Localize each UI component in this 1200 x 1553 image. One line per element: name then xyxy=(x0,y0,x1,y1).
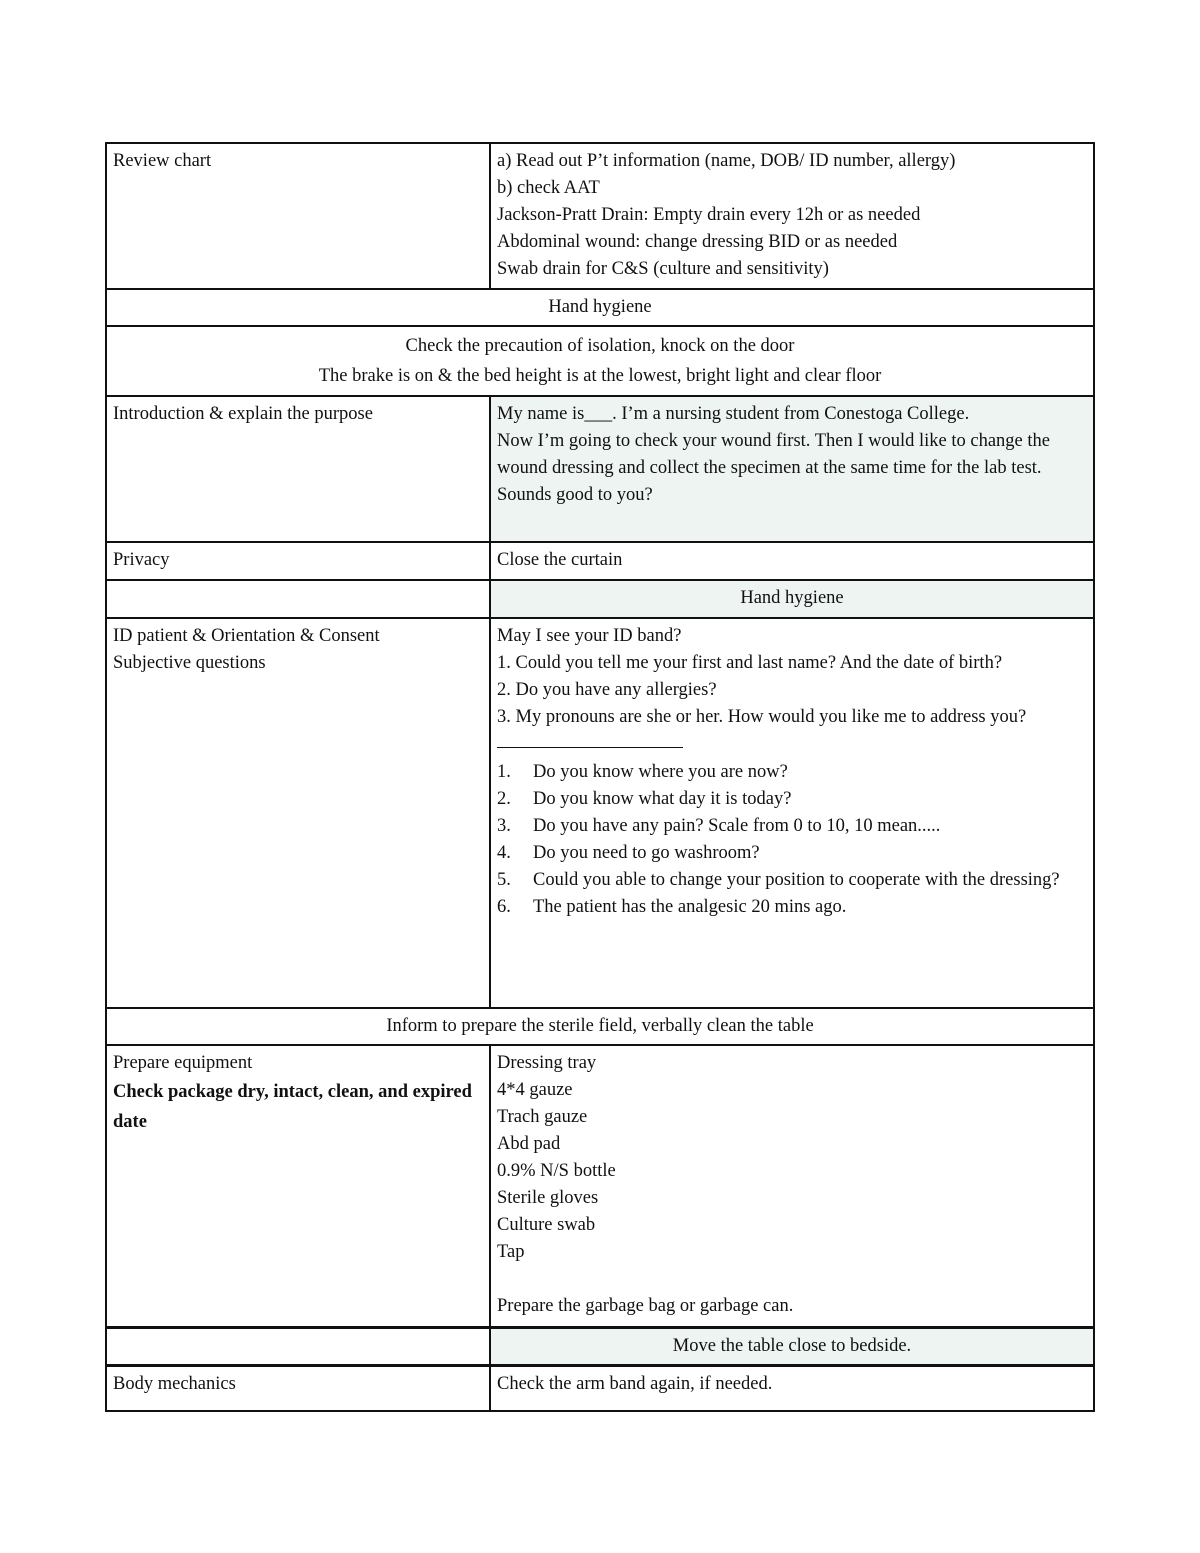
introduction-line-3: Sounds good to you? xyxy=(497,485,653,505)
blank-line xyxy=(497,1266,1087,1293)
row-introduction xyxy=(106,396,1094,542)
equipment-item: Abd pad xyxy=(497,1134,561,1154)
list-number: 1. xyxy=(497,762,511,782)
procedure-table xyxy=(105,142,1095,1412)
body-mechanics-text: Check the arm band again, if needed. xyxy=(490,1365,1094,1411)
id-patient-questions xyxy=(490,618,1094,1008)
garbage-note: Prepare the garbage bag or garbage can. xyxy=(497,1296,794,1316)
precaution-line-2: The brake is on & the bed height is at the lowest, bright light and clear floor xyxy=(318,366,882,386)
equipment-item: Dressing tray xyxy=(497,1053,597,1073)
list-text: Do you know what day it is today? xyxy=(533,789,792,809)
review-line-4: Abdominal wound: change dressing BID or as needed xyxy=(497,232,898,252)
introduction-line-1: My name is___. I’m a nursing student from Conestoga College. xyxy=(497,404,970,424)
list-text: The patient has the analgesic 20 mins ago. xyxy=(533,897,847,917)
review-line-3: Jackson-Pratt Drain: Empty drain every 12h or as needed xyxy=(497,205,921,225)
equipment-item: 4*4 gauze xyxy=(497,1080,573,1100)
review-line-2: b) check AAT xyxy=(497,178,600,198)
empty-cell xyxy=(106,580,490,618)
row-hand-hygiene-2 xyxy=(106,580,1094,618)
precaution-line-1: Check the precaution of isolation, knock on the door xyxy=(405,336,795,356)
privacy-label: Privacy xyxy=(106,542,490,580)
list-item xyxy=(497,840,1087,867)
precaution-cell xyxy=(106,326,1094,396)
list-number: 4. xyxy=(497,843,511,863)
move-table-instruction: Move the table close to bedside. xyxy=(490,1327,1094,1365)
list-item xyxy=(497,813,1087,840)
introduction-label: Introduction & explain the purpose xyxy=(106,396,490,542)
equipment-item: 0.9% N/S bottle xyxy=(497,1161,616,1181)
list-item xyxy=(497,894,1087,921)
id-patient-label-2: Subjective questions xyxy=(113,653,266,673)
list-item xyxy=(497,867,1087,894)
package-check-note: Check package dry, intact, clean, and expired date xyxy=(113,1082,472,1132)
empty-cell xyxy=(106,1327,490,1365)
row-review-chart xyxy=(106,143,1094,289)
list-number: 5. xyxy=(497,870,511,890)
body-mechanics-label: Body mechanics xyxy=(106,1365,490,1411)
id-band-question: May I see your ID band? xyxy=(497,626,682,646)
id-patient-label-1: ID patient & Orientation & Consent xyxy=(113,626,380,646)
list-item xyxy=(497,786,1087,813)
equipment-item: Culture swab xyxy=(497,1215,596,1235)
sterile-field-instruction: Inform to prepare the sterile field, verbally clean the table xyxy=(106,1008,1094,1045)
list-text: Do you need to go washroom? xyxy=(533,843,760,863)
consent-question-2: 2. Do you have any allergies? xyxy=(497,680,717,700)
equipment-item: Tap xyxy=(497,1242,525,1262)
id-patient-label xyxy=(106,618,490,1008)
prepare-equipment-title: Prepare equipment xyxy=(113,1053,253,1073)
row-sterile-field xyxy=(106,1008,1094,1045)
privacy-text: Close the curtain xyxy=(490,542,1094,580)
review-chart-label: Review chart xyxy=(106,143,490,289)
consent-question-1: 1. Could you tell me your first and last name? And the date of birth? xyxy=(497,653,1003,673)
row-id-patient xyxy=(106,618,1094,1008)
row-hand-hygiene-1 xyxy=(106,289,1094,326)
orientation-question-list xyxy=(497,759,1087,921)
equipment-list xyxy=(490,1045,1094,1327)
consent-question-3: 3. My pronouns are she or her. How would you like me to address you? xyxy=(497,707,1027,727)
row-precaution xyxy=(106,326,1094,396)
hand-hygiene-2: Hand hygiene xyxy=(490,580,1094,618)
row-privacy xyxy=(106,542,1094,580)
list-text: Do you have any pain? Scale from 0 to 10, 10 mean..... xyxy=(533,816,941,836)
introduction-line-2: Now I’m going to check your wound first. Then I would like to change the wound dressing and collect the specimen at the same time for the lab test. xyxy=(497,431,1050,478)
introduction-script xyxy=(490,396,1094,542)
equipment-item: Sterile gloves xyxy=(497,1188,599,1208)
row-prepare-equipment xyxy=(106,1045,1094,1327)
list-text: Do you know where you are now? xyxy=(533,762,788,782)
list-number: 3. xyxy=(497,816,511,836)
row-body-mechanics xyxy=(106,1365,1094,1411)
list-number: 6. xyxy=(497,897,511,917)
row-move-table xyxy=(106,1327,1094,1365)
separator-line xyxy=(497,731,683,748)
review-line-5: Swab drain for C&S (culture and sensitivity) xyxy=(497,259,829,279)
equipment-item: Trach gauze xyxy=(497,1107,588,1127)
review-chart-details xyxy=(490,143,1094,289)
prepare-equipment-label xyxy=(106,1045,490,1327)
hand-hygiene-1: Hand hygiene xyxy=(106,289,1094,326)
review-line-1: a) Read out P’t information (name, DOB/ ID number, allergy) xyxy=(497,151,956,171)
list-item xyxy=(497,759,1087,786)
list-text: Could you able to change your position to cooperate with the dressing? xyxy=(533,870,1060,890)
list-number: 2. xyxy=(497,789,511,809)
